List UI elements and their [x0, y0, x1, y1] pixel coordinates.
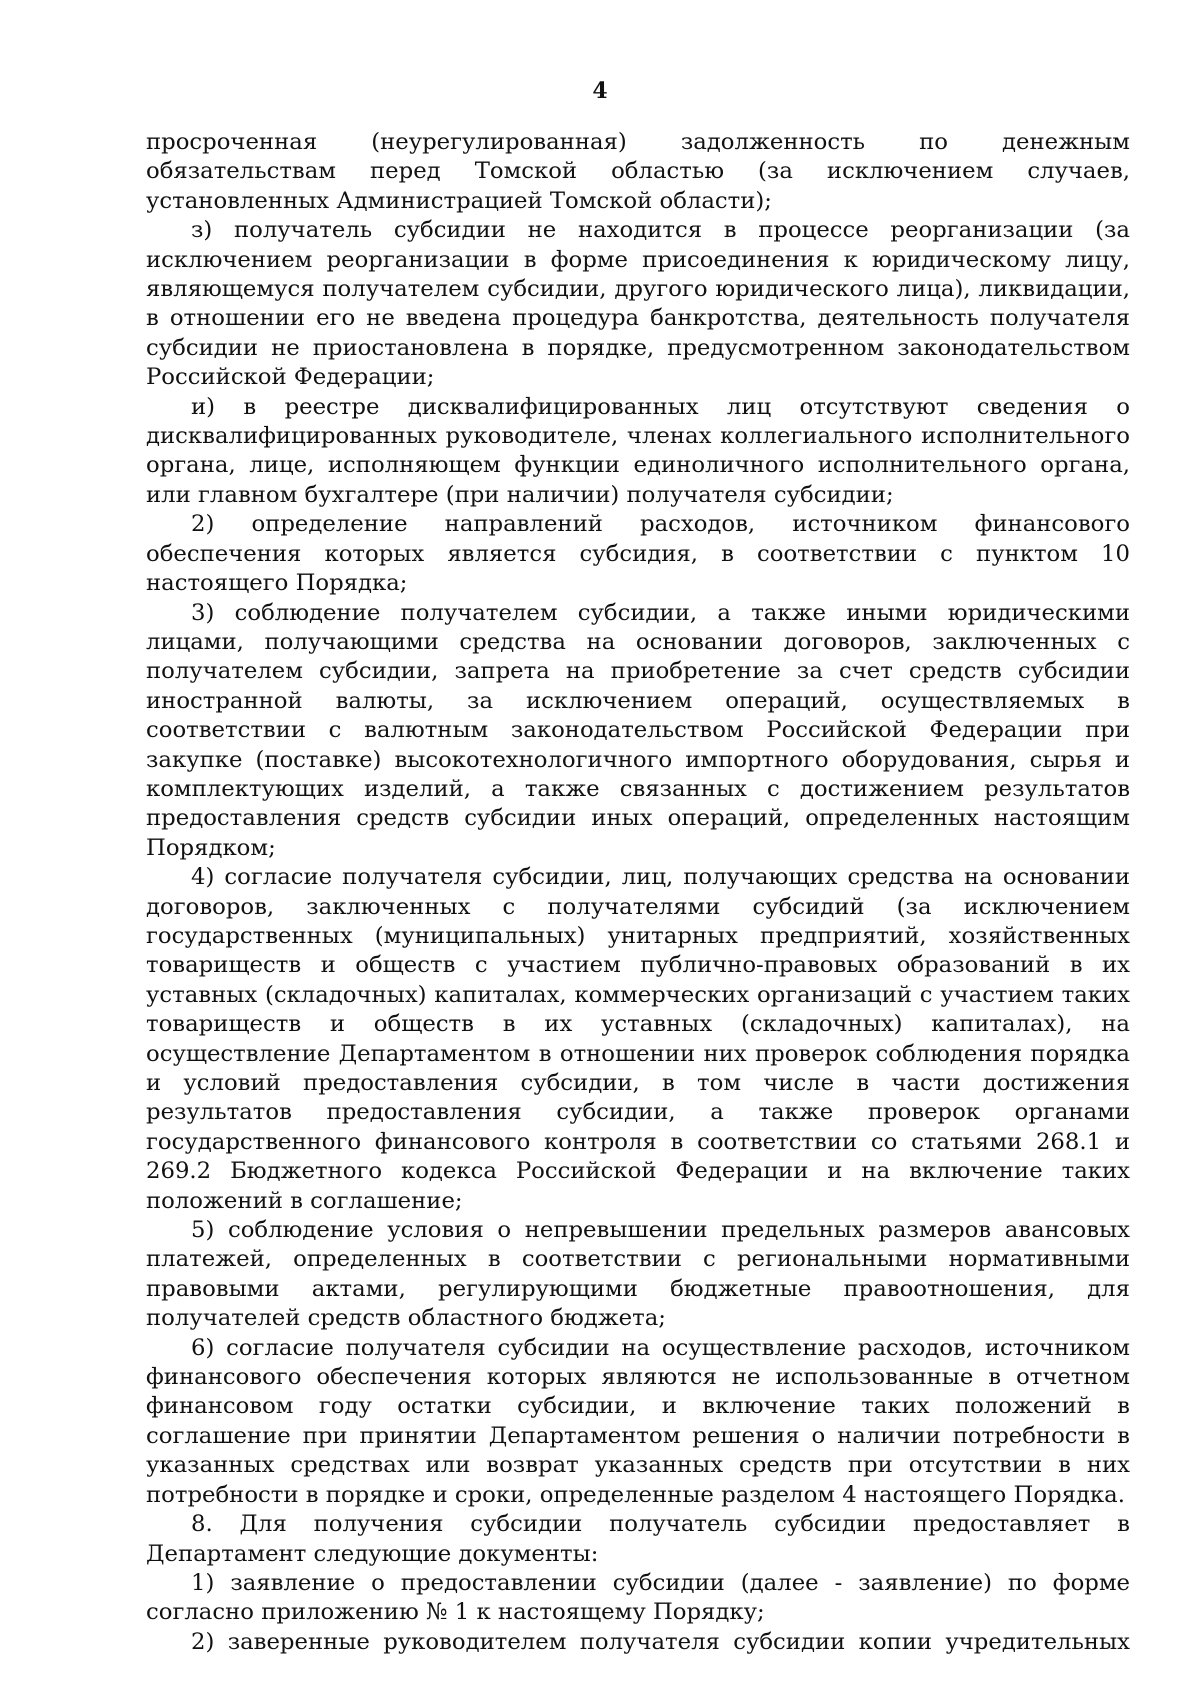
paragraph: 5) соблюдение условия о непревышении предельных размеров авансовых платежей, определенных в соответствии с региональными нормативными правовыми актами, регулирующими бюджетные правоотношения, для получателей средств областного бюджета;	[146, 1217, 1130, 1332]
document-body	[146, 128, 1130, 1657]
paragraph: 3) соблюдение получателем субсидии, а также иными юридическими лицами, получающими средства на основании договоров, заключенных с получателем субсидии, запрета на приобретение за счет средств субсидии иностранной валюты, за исключением операций, осуществляемых в соответствии с валютным законодательством Российской Федерации при закупке (поставке) высокотехнологичного импортного оборудования, сырья и комплектующих изделий, а также связанных с достижением результатов предоставления средств субсидии иных операций, определенных настоящим Порядком;	[146, 599, 1130, 861]
paragraph: 1) заявление о предоставлении субсидии (далее - заявление) по форме согласно приложению № 1 к настоящему Порядку;	[146, 1569, 1130, 1626]
paragraph: з) получатель субсидии не находится в процессе реорганизации (за исключением реорганизации в форме присоединения к юридическому лицу, являющемуся получателем субсидии, другого юридического лица), ликвидации, в отношении его не введена процедура банкротства, деятельность получателя субсидии не приостановлена в порядке, предусмотренном законодательством Российской Федерации;	[146, 217, 1130, 391]
page-number: 4	[592, 78, 608, 104]
paragraph: просроченная (неурегулированная) задолженность по денежным обязательствам перед Томской областью (за исключением случаев, установленных Администрацией Томской области);	[146, 129, 1130, 214]
paragraph: 2) заверенные руководителем получателя субсидии копии учредительных	[191, 1628, 1130, 1655]
paragraph: 6) согласие получателя субсидии на осуществление расходов, источником финансового обеспечения которых являются не использованные в отчетном финансовом году остатки субсидии, и включение таких положений в соглашение при принятии Департаментом решения о наличии потребности в указанных средствах или возврат указанных средств при отсутствии в них потребности в порядке и сроки, определенные разделом 4 настоящего Порядка.	[146, 1334, 1130, 1508]
paragraph: и) в реестре дисквалифицированных лиц отсутствуют сведения о дисквалифицированных руководителе, членах коллегиального исполнительного органа, лице, исполняющем функции единоличного исполнительного органа, или главном бухгалтере (при наличии) получателя субсидии;	[146, 393, 1130, 508]
paragraph: 8. Для получения субсидии получатель субсидии предоставляет в Департамент следующие документы:	[146, 1511, 1130, 1567]
paragraph: 4) согласие получателя субсидии, лиц, получающих средства на основании договоров, заключенных с получателями субсидий (за исключением государственных (муниципальных) унитарных предприятий, хозяйственных товариществ и обществ с участием публично-правовых образований в их уставных (складочных) капиталах, коммерческих организаций с участием таких товариществ и обществ в их уставных (складочных) капиталах), на осуществление Департаментом в отношении них проверок соблюдения порядка и условий предоставления субсидии, в том числе в части достижения результатов предоставления субсидии, а также проверок органами государственного финансового контроля в соответствии со статьями 268.1 и 269.2 Бюджетного кодекса Российской Федерации и на включение таких положений в соглашение;	[146, 864, 1130, 1214]
paragraph: 2) определение направлений расходов, источником финансового обеспечения которых является субсидия, в соответствии с пунктом 10 настоящего Порядка;	[146, 511, 1130, 597]
